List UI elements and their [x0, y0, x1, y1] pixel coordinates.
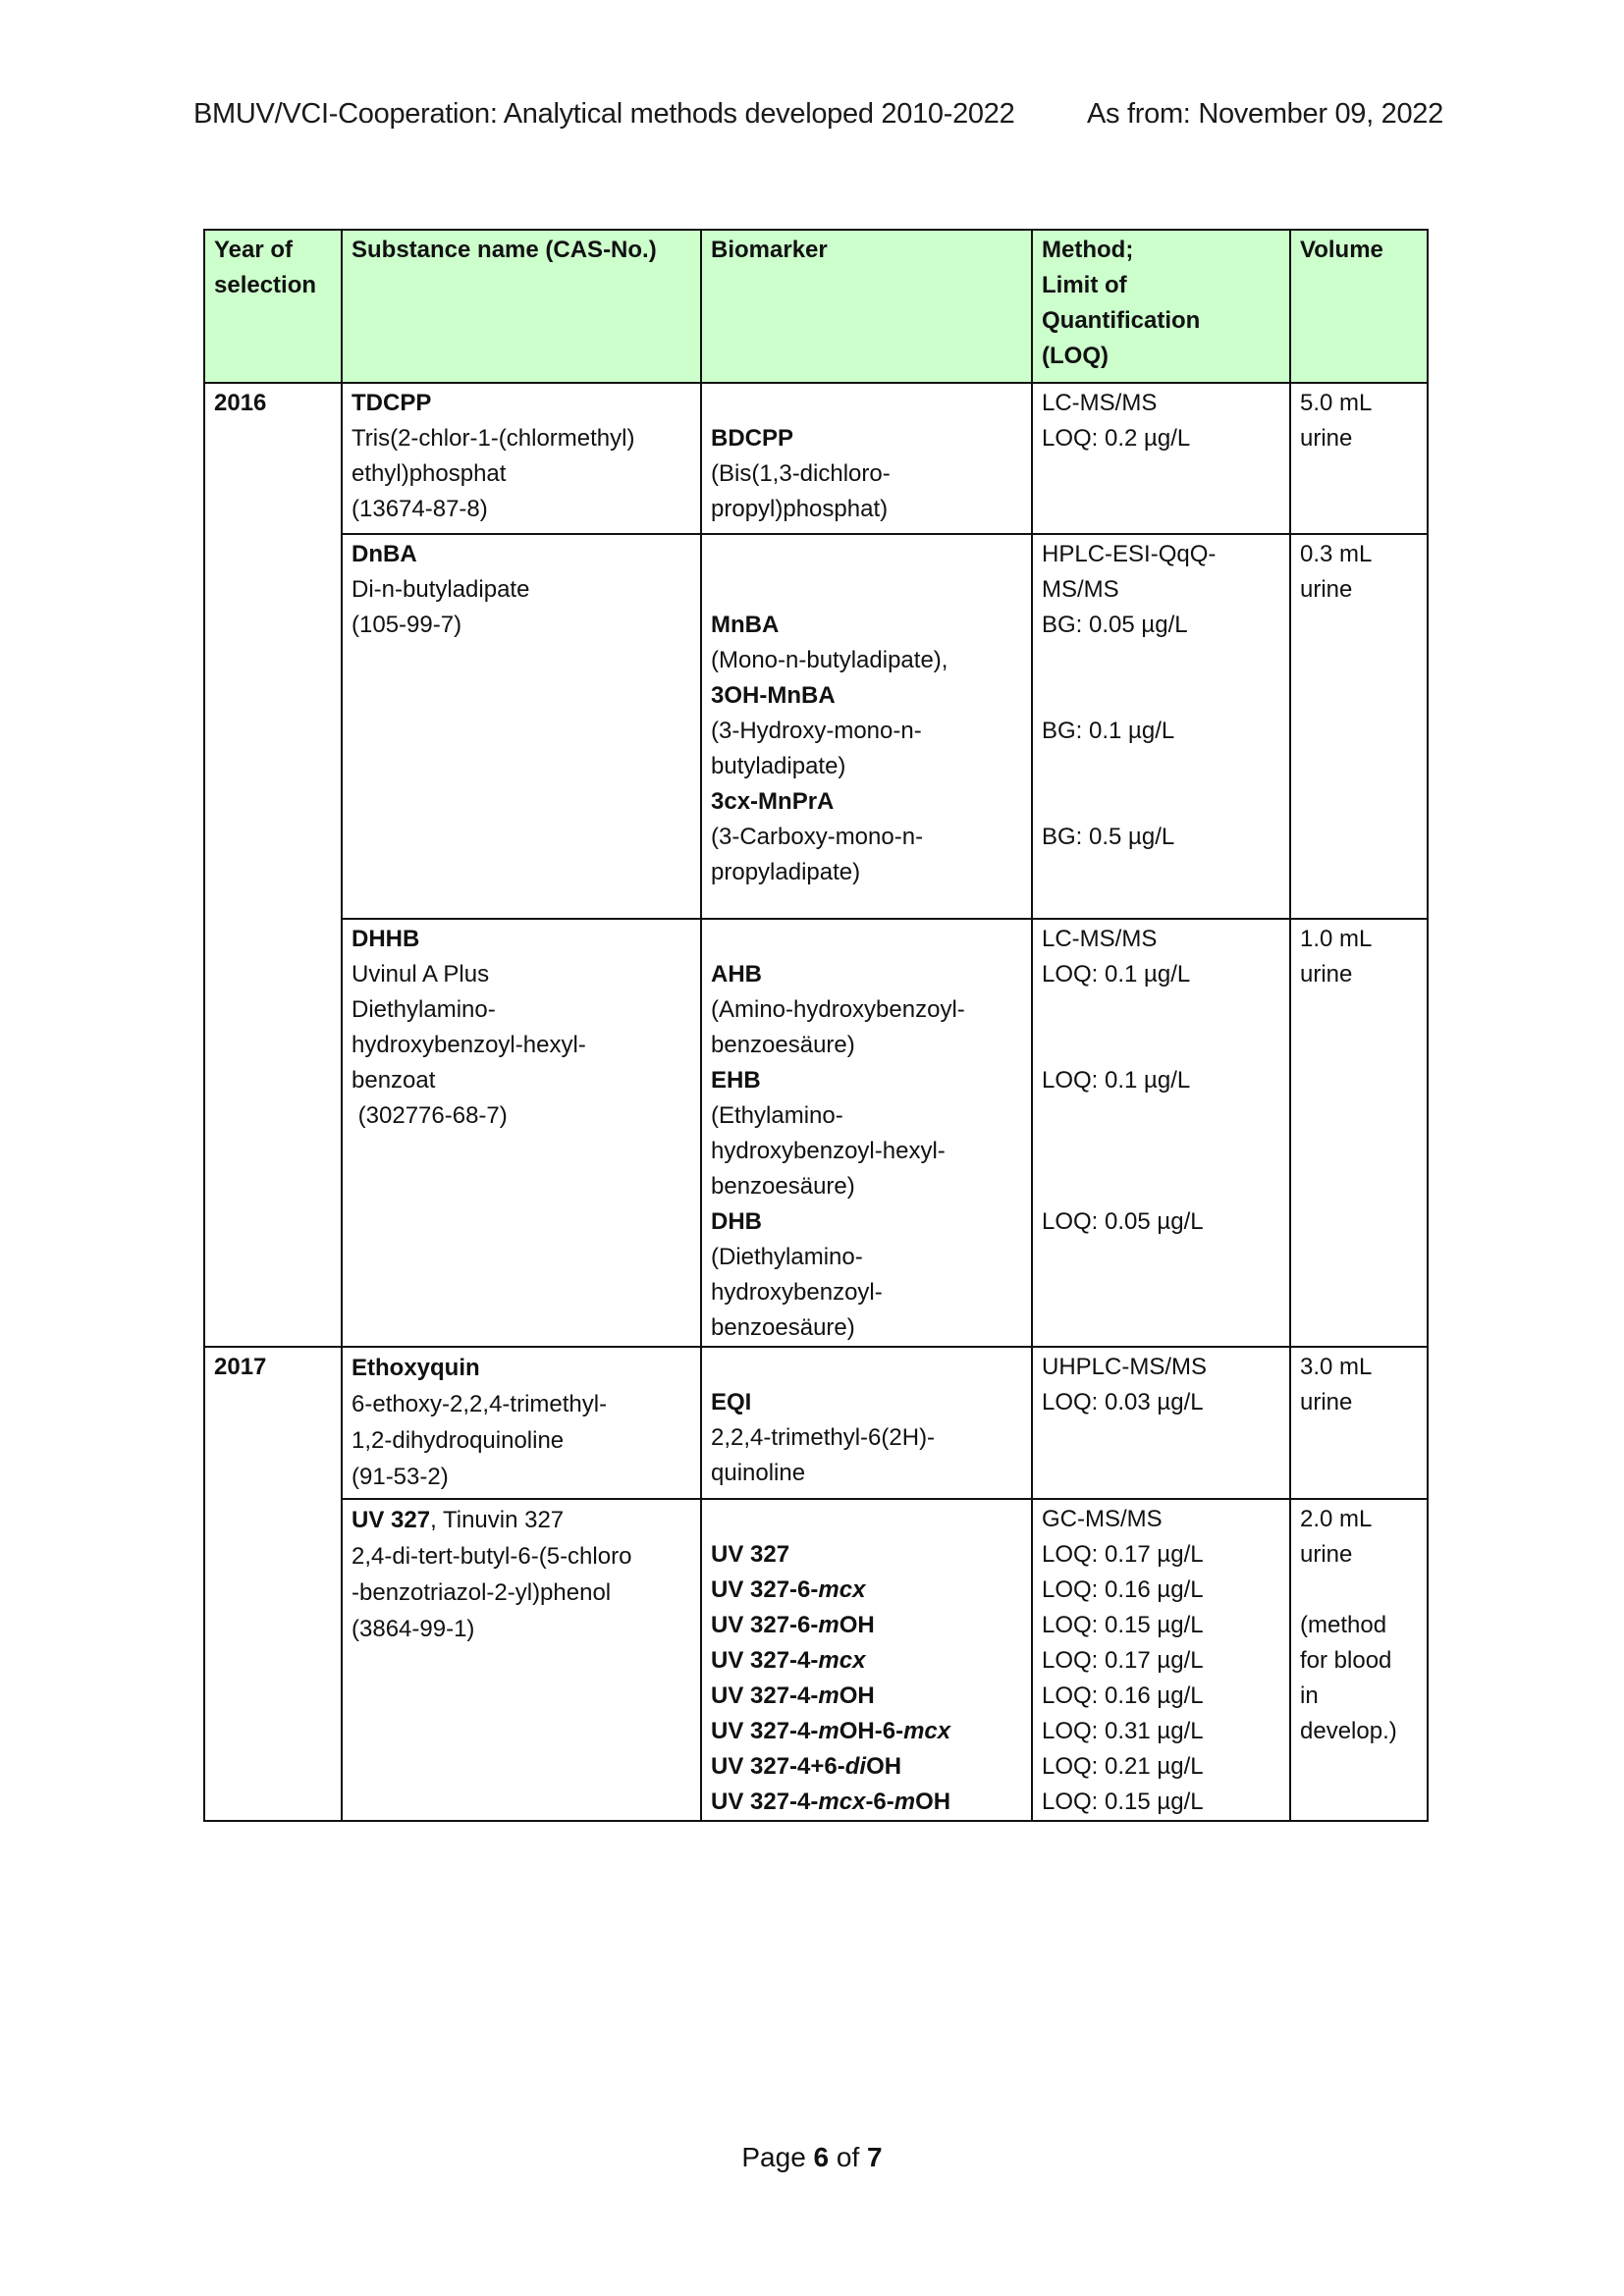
header-volume: Volume — [1290, 230, 1428, 383]
biomarker-text-segment: OH — [915, 1789, 951, 1815]
uv-biomarker-item — [711, 1608, 1022, 1643]
method-cell: HPLC-ESI-QqQ- MS/MS BG: 0.05 µg/L BG: 0.1 µg/L BG: 0.5 µg/L — [1032, 534, 1290, 919]
header-substance: Substance name (CAS-No.) — [342, 230, 701, 383]
biomarker-text-segment: OH — [839, 1682, 875, 1709]
volume-cell: 2.0 mL urine (method for blood in develop.) — [1290, 1499, 1428, 1821]
volume-cell: 5.0 mL urine — [1290, 383, 1428, 534]
table-row — [204, 919, 1428, 1347]
table-row — [204, 1499, 1428, 1821]
biomarker-cell: EQI 2,2,4-trimethyl-6(2H)- quinoline — [701, 1347, 1032, 1499]
biomarker-text-segment: -6- — [865, 1789, 894, 1815]
method-cell: LC-MS/MS LOQ: 0.2 µg/L — [1032, 383, 1290, 534]
substance-cell: DnBA Di-n-butyladipate (105-99-7) — [342, 534, 701, 919]
volume-cell: 0.3 mL urine — [1290, 534, 1428, 919]
biomarker-cell: MnBA (Mono-n-butyladipate), 3OH-MnBA (3-Hydroxy-mono-n- butyladipate) 3cx-MnPrA (3-Carboxy-mono-n- propyladipate) — [701, 534, 1032, 919]
header-year: Year of selection — [204, 230, 342, 383]
uv-biomarker-item — [711, 1573, 1022, 1608]
biomarker-text-segment: OH-6- — [839, 1718, 904, 1744]
biomarker-text-segment: UV 327-4- — [711, 1682, 819, 1709]
method-cell: UHPLC-MS/MS LOQ: 0.03 µg/L — [1032, 1347, 1290, 1499]
volume-cell: 3.0 mL urine — [1290, 1347, 1428, 1499]
header-method: Method; Limit of Quantification (LOQ) — [1032, 230, 1290, 383]
biomarker-text-segment: UV 327-6- — [711, 1612, 819, 1638]
biomarker-text-segment: mcx — [818, 1647, 866, 1674]
year-cell: 2017 — [204, 1347, 342, 1821]
biomarker-text-segment: UV 327 — [711, 1541, 790, 1568]
biomarker-text-segment: mcx — [818, 1789, 866, 1815]
uv-biomarker-item — [711, 1643, 1022, 1679]
year-cell: 2016 — [204, 383, 342, 1347]
document-header-title: BMUV/VCI-Cooperation: Analytical methods developed 2010-2022 — [193, 98, 1015, 130]
biomarker-text-segment: UV 327-4- — [711, 1718, 819, 1744]
methods-table — [203, 229, 1429, 1822]
biomarker-cell: AHB (Amino-hydroxybenzoyl- benzoesäure) EHB (Ethylamino- hydroxybenzoyl-hexyl- benzoesäure) DHB (Diethylamino- hydroxybenzoyl- benzoesäure) — [701, 919, 1032, 1347]
biomarker-cell: BDCPP (Bis(1,3-dichloro- propyl)phosphat) — [701, 383, 1032, 534]
table-row — [204, 1347, 1428, 1499]
biomarker-cell — [701, 1499, 1032, 1821]
biomarker-text-segment: m — [893, 1789, 916, 1815]
biomarker-text-segment: m — [818, 1612, 839, 1638]
substance-cell: DHHB Uvinul A Plus Diethylamino- hydroxybenzoyl-hexyl- benzoat (302776-68-7) — [342, 919, 701, 1347]
uv-biomarker-item — [711, 1749, 1022, 1785]
biomarker-text-segment: m — [818, 1682, 839, 1709]
method-cell: GC-MS/MS LOQ: 0.17 µg/L LOQ: 0.16 µg/L LOQ: 0.15 µg/L LOQ: 0.17 µg/L LOQ: 0.16 µg/L LOQ: 0.31 µg/L LOQ: 0.21 µg/L LOQ: 0.15 µg/L — [1032, 1499, 1290, 1821]
biomarker-text-segment: UV 327-6- — [711, 1576, 819, 1603]
biomarker-text-segment: UV 327-4- — [711, 1647, 819, 1674]
biomarker-text-segment: OH — [866, 1753, 902, 1780]
table-header-row — [204, 230, 1428, 383]
substance-cell: Ethoxyquin 6-ethoxy-2,2,4-trimethyl- 1,2-dihydroquinoline (91-53-2) — [342, 1347, 701, 1499]
uv-biomarker-item — [711, 1537, 1022, 1573]
biomarker-text-segment: di — [844, 1753, 867, 1780]
uv-biomarker-list — [711, 1537, 1022, 1820]
uv-biomarker-item — [711, 1785, 1022, 1820]
uv-biomarker-item — [711, 1679, 1022, 1714]
volume-cell: 1.0 mL urine — [1290, 919, 1428, 1347]
biomarker-text-segment: m — [818, 1718, 839, 1744]
table-row — [204, 534, 1428, 919]
biomarker-text-segment: OH — [839, 1612, 875, 1638]
biomarker-text-segment: mcx — [903, 1718, 951, 1744]
biomarker-text-segment: UV 327-4- — [711, 1789, 819, 1815]
biomarker-text-segment: mcx — [818, 1576, 866, 1603]
biomarker-text-segment: UV 327-4+6- — [711, 1753, 845, 1780]
method-cell: LC-MS/MS LOQ: 0.1 µg/L LOQ: 0.1 µg/L LOQ: 0.05 µg/L — [1032, 919, 1290, 1347]
header-biomarker: Biomarker — [701, 230, 1032, 383]
substance-cell: UV 327, Tinuvin 327 2,4-di-tert-butyl-6-(5-chloro -benzotriazol-2-yl)phenol (3864-99-1) — [342, 1499, 701, 1821]
document-header-date: As from: November 09, 2022 — [1087, 98, 1443, 130]
substance-cell: TDCPP Tris(2-chlor-1-(chlormethyl) ethyl)phosphat (13674-87-8) — [342, 383, 701, 534]
table-row — [204, 383, 1428, 534]
uv-biomarker-item — [711, 1714, 1022, 1749]
page-number: Page 6 of 7 — [741, 2142, 883, 2172]
